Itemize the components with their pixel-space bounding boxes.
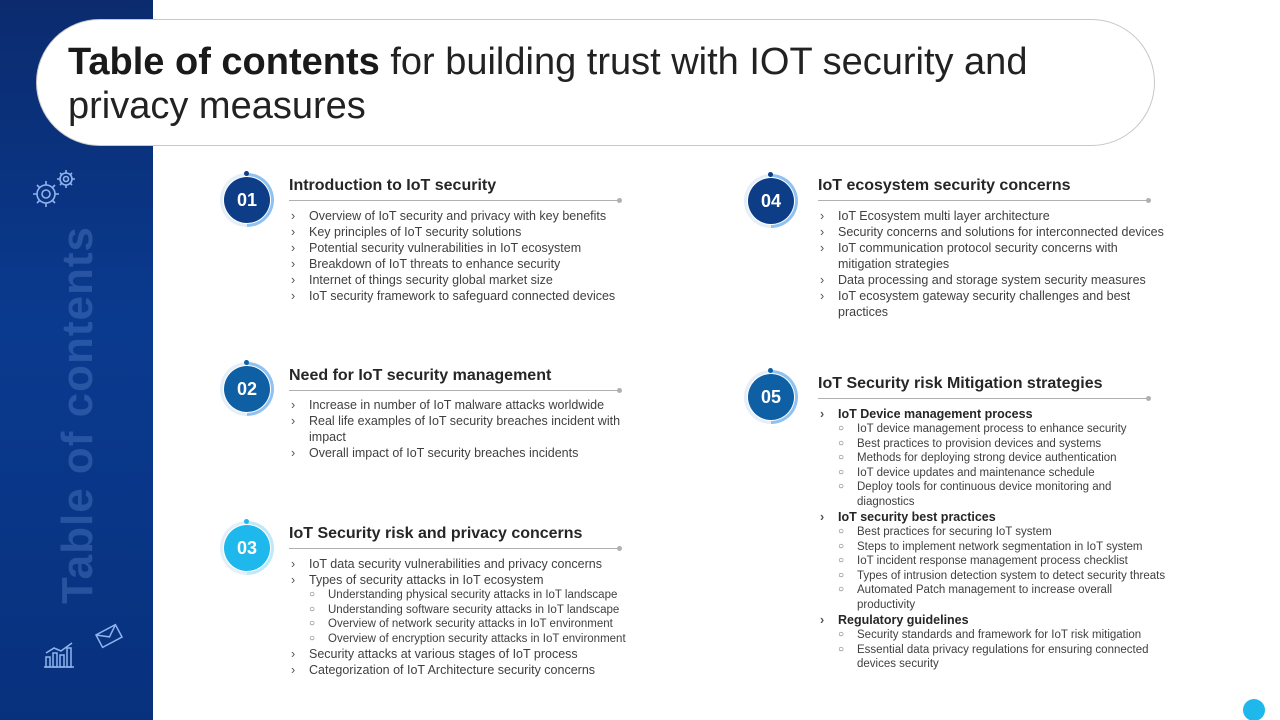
list-item-text: Internet of things security global market size: [309, 273, 553, 287]
list-item-text: IoT Ecosystem multi layer architecture: [838, 209, 1050, 223]
list-item-text: Increase in number of IoT malware attacks worldwide: [309, 398, 605, 412]
bar-chart-icon: [42, 641, 76, 669]
section-item-list: [289, 208, 649, 304]
list-item-text: Breakdown of IoT threats to enhance security: [309, 257, 561, 271]
sub-list-item: ○ Automated Patch management to increase overall productivity: [838, 583, 1168, 612]
list-item-text: IoT communication protocol security concerns with mitigation strategies: [838, 241, 1118, 271]
list-item-text: Overall impact of IoT security breaches incidents: [309, 446, 579, 460]
section-title: IoT Security risk Mitigation strategies: [818, 375, 1103, 392]
section-number-badge: 05: [748, 374, 794, 420]
list-item-text: Overview of IoT security and privacy with key benefits: [309, 209, 607, 223]
sub-list-item: ○ Security standards and framework for IoT risk mitigation: [838, 628, 1168, 643]
section-number-badge: 03: [224, 525, 270, 571]
section-divider: [818, 200, 1148, 201]
list-item: [818, 509, 1168, 612]
sub-list-item: ○ Best practices to provision devices and systems: [838, 437, 1168, 452]
sub-list-item: ○ Deploy tools for continuous device monitoring and diagnostics: [838, 480, 1168, 509]
section-divider: [289, 200, 619, 201]
list-item-text: Key principles of IoT security solutions: [309, 225, 522, 239]
list-item: [289, 445, 634, 461]
sidebar-vertical-title: Table of contents: [53, 226, 102, 604]
list-item: [289, 662, 659, 678]
section-divider: [818, 398, 1148, 399]
list-item: [818, 240, 1168, 272]
list-item-text: IoT ecosystem gateway security challenges and best practices: [838, 289, 1131, 319]
sub-list-item: ○ Understanding physical security attacks in IoT landscape: [309, 588, 659, 603]
list-item-text: Categorization of IoT Architecture security concerns: [309, 663, 596, 677]
list-item-text: Types of security attacks in IoT ecosystem: [309, 573, 544, 587]
sub-list-item: ○ IoT device updates and maintenance schedule: [838, 466, 1168, 481]
badge-dot: [244, 519, 249, 524]
sub-list-item: ○ Understanding software security attacks in IoT landscape: [309, 603, 659, 618]
list-item: [289, 208, 649, 224]
list-item: [289, 413, 634, 445]
badge-dot: [244, 360, 249, 365]
sub-list-item: ○ Methods for deploying strong device authentication: [838, 451, 1168, 466]
list-item: [289, 397, 634, 413]
section-title: Introduction to IoT security: [289, 177, 497, 194]
list-item-text: Regulatory guidelines: [838, 613, 969, 627]
envelope-icon: [94, 622, 124, 650]
list-item-text: Security attacks at various stages of IoT process: [309, 647, 578, 661]
list-item: [289, 240, 649, 256]
badge-dot: [768, 368, 773, 373]
sub-list-item: ○ Overview of encryption security attacks in IoT environment: [309, 632, 659, 647]
list-item: [818, 406, 1168, 509]
section-item-list: [818, 208, 1168, 320]
section-divider: [289, 548, 619, 549]
sub-list-item: ○ Steps to implement network segmentation in IoT system: [838, 540, 1168, 555]
list-item-text: IoT security best practices: [838, 510, 996, 524]
list-item-text: IoT data security vulnerabilities and privacy concerns: [309, 557, 602, 571]
list-item: [289, 572, 659, 646]
sub-list-item: ○ Overview of network security attacks in IoT environment: [309, 617, 659, 632]
badge-dot: [768, 172, 773, 177]
title-bold: Table of contents: [68, 41, 380, 83]
badge-dot: [244, 171, 249, 176]
sub-list-item: ○ IoT incident response management process checklist: [838, 554, 1168, 569]
section-item-list: [818, 406, 1168, 672]
section-title: Need for IoT security management: [289, 367, 552, 384]
list-item: [818, 272, 1168, 288]
section-number-badge: 02: [224, 366, 270, 412]
section-divider: [289, 390, 619, 391]
section-number-badge: 04: [748, 178, 794, 224]
sub-item-list: [838, 422, 1168, 509]
sub-item-list: [309, 588, 659, 646]
list-item: [289, 272, 649, 288]
page-title: [68, 40, 1128, 128]
section-title: IoT ecosystem security concerns: [818, 177, 1071, 194]
list-item-text: Security concerns and solutions for interconnected devices: [838, 225, 1164, 239]
list-item: [818, 208, 1168, 224]
list-item: [289, 288, 649, 304]
gears-icon: [28, 166, 80, 212]
list-item-text: Real life examples of IoT security breaches incident with impact: [309, 414, 621, 444]
section-title: IoT Security risk and privacy concerns: [289, 525, 583, 542]
list-item-text: IoT Device management process: [838, 407, 1033, 421]
list-item: [818, 224, 1168, 240]
corner-accent-dot: [1243, 699, 1265, 720]
title-rest: for building trust with IOT security and privacy measures: [68, 41, 1028, 127]
list-item: [289, 556, 659, 572]
sub-list-item: ○ IoT device management process to enhance security: [838, 422, 1168, 437]
list-item: [289, 224, 649, 240]
sub-list-item: ○ Types of intrusion detection system to detect security threats: [838, 569, 1168, 584]
section-item-list: [289, 397, 634, 461]
list-item-text: Data processing and storage system security measures: [838, 273, 1146, 287]
section-item-list: [289, 556, 659, 678]
list-item-text: IoT security framework to safeguard connected devices: [309, 289, 616, 303]
list-item: [289, 646, 659, 662]
sub-item-list: [838, 525, 1168, 612]
list-item-text: Potential security vulnerabilities in IoT ecosystem: [309, 241, 582, 255]
list-item: [818, 612, 1168, 672]
sub-list-item: ○ Essential data privacy regulations for ensuring connected devices security: [838, 643, 1168, 672]
sub-list-item: ○ Best practices for securing IoT system: [838, 525, 1168, 540]
sub-item-list: [838, 628, 1168, 672]
list-item: [289, 256, 649, 272]
list-item: [818, 288, 1168, 320]
section-number-badge: 01: [224, 177, 270, 223]
